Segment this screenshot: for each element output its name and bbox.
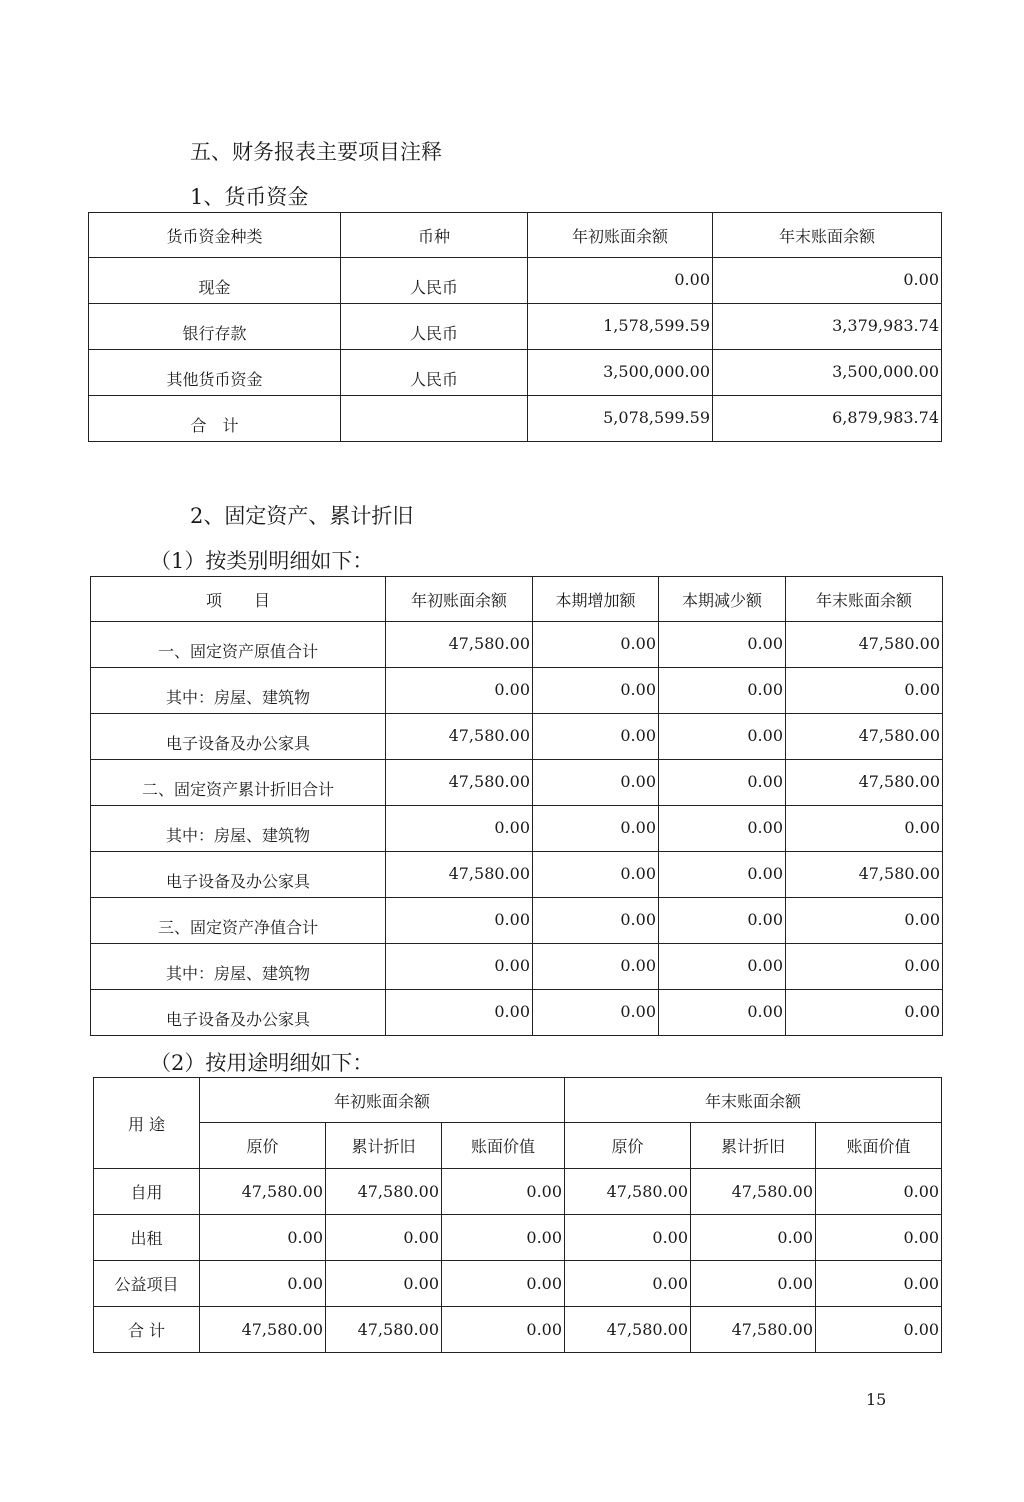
value-cell: 0.00 bbox=[528, 258, 713, 304]
currency-cell: 人民币 bbox=[341, 304, 528, 350]
table-row bbox=[91, 622, 943, 668]
cash-table bbox=[88, 212, 942, 442]
value-cell: 0.00 bbox=[386, 806, 533, 852]
value-cell: 0.00 bbox=[659, 898, 786, 944]
value-cell: 0.00 bbox=[816, 1215, 942, 1261]
value-cell: 0.00 bbox=[533, 668, 659, 714]
value-cell: 0.00 bbox=[442, 1215, 565, 1261]
row-label: 出租 bbox=[94, 1215, 200, 1261]
value-cell: 47,580.00 bbox=[386, 760, 533, 806]
value-cell: 0.00 bbox=[565, 1215, 691, 1261]
value-cell: 0.00 bbox=[786, 990, 943, 1036]
value-cell: 0.00 bbox=[691, 1261, 816, 1307]
value-cell: 47,580.00 bbox=[326, 1307, 442, 1353]
column-header: 年初账面余额 bbox=[386, 577, 533, 622]
value-cell: 0.00 bbox=[442, 1307, 565, 1353]
value-cell: 0.00 bbox=[442, 1169, 565, 1215]
column-header: 原价 bbox=[200, 1123, 326, 1169]
group-header-begin: 年初账面余额 bbox=[200, 1078, 565, 1123]
value-cell: 0.00 bbox=[786, 806, 943, 852]
column-header: 累计折旧 bbox=[326, 1123, 442, 1169]
value-cell: 3,500,000.00 bbox=[713, 350, 942, 396]
value-cell: 0.00 bbox=[386, 668, 533, 714]
table-row bbox=[91, 852, 943, 898]
value-cell: 0.00 bbox=[533, 944, 659, 990]
table-row bbox=[91, 714, 943, 760]
value-cell: 0.00 bbox=[533, 760, 659, 806]
value-cell: 0.00 bbox=[786, 944, 943, 990]
table-row bbox=[94, 1169, 942, 1215]
value-cell: 0.00 bbox=[816, 1261, 942, 1307]
value-cell: 0.00 bbox=[533, 898, 659, 944]
value-cell: 47,580.00 bbox=[200, 1169, 326, 1215]
column-header: 币种 bbox=[341, 213, 528, 258]
value-cell: 0.00 bbox=[200, 1215, 326, 1261]
value-cell: 47,580.00 bbox=[691, 1307, 816, 1353]
column-header: 年末账面余额 bbox=[713, 213, 942, 258]
cash-title: 1、货币资金 bbox=[190, 185, 309, 209]
table-row bbox=[91, 806, 943, 852]
value-cell: 47,580.00 bbox=[200, 1307, 326, 1353]
value-cell: 0.00 bbox=[659, 852, 786, 898]
row-label: 公益项目 bbox=[94, 1261, 200, 1307]
value-cell: 0.00 bbox=[533, 806, 659, 852]
table-row bbox=[89, 258, 942, 304]
fixed-assets-title: 2、固定资产、累计折旧 bbox=[190, 504, 414, 528]
value-cell: 0.00 bbox=[691, 1215, 816, 1261]
row-label: 现金 bbox=[89, 258, 341, 304]
value-cell: 0.00 bbox=[659, 990, 786, 1036]
value-cell: 0.00 bbox=[533, 990, 659, 1036]
value-cell: 0.00 bbox=[659, 760, 786, 806]
row-label: 三、固定资产净值合计 bbox=[91, 898, 386, 944]
group-header-row bbox=[94, 1078, 942, 1123]
value-cell: 0.00 bbox=[326, 1261, 442, 1307]
group-header-end: 年末账面余额 bbox=[565, 1078, 942, 1123]
value-cell: 0.00 bbox=[659, 714, 786, 760]
column-header: 本期减少额 bbox=[659, 577, 786, 622]
row-label: 合 计 bbox=[89, 396, 341, 442]
value-cell: 47,580.00 bbox=[691, 1169, 816, 1215]
table-row bbox=[89, 304, 942, 350]
currency-cell bbox=[341, 396, 528, 442]
column-header: 原价 bbox=[565, 1123, 691, 1169]
table-row bbox=[94, 1215, 942, 1261]
value-cell: 47,580.00 bbox=[786, 760, 943, 806]
value-cell: 0.00 bbox=[533, 622, 659, 668]
value-cell: 0.00 bbox=[386, 944, 533, 990]
value-cell: 47,580.00 bbox=[565, 1307, 691, 1353]
row-label: 电子设备及办公家具 bbox=[91, 990, 386, 1036]
row-label: 其中：房屋、建筑物 bbox=[91, 944, 386, 990]
column-header: 项 目 bbox=[91, 577, 386, 622]
table-row bbox=[91, 668, 943, 714]
row-label: 其中：房屋、建筑物 bbox=[91, 806, 386, 852]
value-cell: 6,879,983.74 bbox=[713, 396, 942, 442]
table-header-row bbox=[91, 577, 943, 622]
value-cell: 0.00 bbox=[786, 668, 943, 714]
table-row bbox=[91, 760, 943, 806]
value-cell: 0.00 bbox=[713, 258, 942, 304]
value-cell: 47,580.00 bbox=[386, 714, 533, 760]
value-cell: 0.00 bbox=[326, 1215, 442, 1261]
value-cell: 0.00 bbox=[659, 806, 786, 852]
currency-cell: 人民币 bbox=[341, 258, 528, 304]
table-row bbox=[89, 350, 942, 396]
column-header: 年末账面余额 bbox=[786, 577, 943, 622]
value-cell: 0.00 bbox=[816, 1307, 942, 1353]
value-cell: 0.00 bbox=[386, 990, 533, 1036]
value-cell: 0.00 bbox=[533, 852, 659, 898]
column-header: 账面价值 bbox=[442, 1123, 565, 1169]
row-label: 电子设备及办公家具 bbox=[91, 852, 386, 898]
value-cell: 3,500,000.00 bbox=[528, 350, 713, 396]
fixed-assets-usage-table bbox=[93, 1077, 942, 1353]
value-cell: 0.00 bbox=[659, 944, 786, 990]
value-cell: 47,580.00 bbox=[565, 1169, 691, 1215]
value-cell: 1,578,599.59 bbox=[528, 304, 713, 350]
row-label: 电子设备及办公家具 bbox=[91, 714, 386, 760]
table-row bbox=[94, 1307, 942, 1353]
value-cell: 47,580.00 bbox=[786, 852, 943, 898]
table-row bbox=[94, 1261, 942, 1307]
usage-column-header: 用 途 bbox=[94, 1078, 200, 1169]
currency-cell: 人民币 bbox=[341, 350, 528, 396]
row-label: 一、固定资产原值合计 bbox=[91, 622, 386, 668]
value-cell: 0.00 bbox=[659, 622, 786, 668]
value-cell: 0.00 bbox=[659, 668, 786, 714]
value-cell: 47,580.00 bbox=[386, 622, 533, 668]
table-row bbox=[91, 898, 943, 944]
value-cell: 47,580.00 bbox=[326, 1169, 442, 1215]
value-cell: 0.00 bbox=[816, 1169, 942, 1215]
value-cell: 47,580.00 bbox=[386, 852, 533, 898]
column-header: 年初账面余额 bbox=[528, 213, 713, 258]
value-cell: 0.00 bbox=[565, 1261, 691, 1307]
column-header: 本期增加额 bbox=[533, 577, 659, 622]
table-row bbox=[89, 396, 942, 442]
column-header: 账面价值 bbox=[816, 1123, 942, 1169]
value-cell: 0.00 bbox=[533, 714, 659, 760]
sub-header-row bbox=[94, 1123, 942, 1169]
value-cell: 47,580.00 bbox=[786, 714, 943, 760]
row-label: 其中：房屋、建筑物 bbox=[91, 668, 386, 714]
value-cell: 0.00 bbox=[442, 1261, 565, 1307]
row-label: 银行存款 bbox=[89, 304, 341, 350]
value-cell: 3,379,983.74 bbox=[713, 304, 942, 350]
table-row bbox=[91, 990, 943, 1036]
by-category-subtitle: （1）按类别明细如下： bbox=[150, 549, 374, 573]
column-header: 货币资金种类 bbox=[89, 213, 341, 258]
table-header-row bbox=[89, 213, 942, 258]
section-title: 五、财务报表主要项目注释 bbox=[190, 140, 442, 164]
fixed-assets-category-table bbox=[90, 576, 943, 1036]
row-label: 自用 bbox=[94, 1169, 200, 1215]
row-label: 合 计 bbox=[94, 1307, 200, 1353]
row-label: 其他货币资金 bbox=[89, 350, 341, 396]
value-cell: 5,078,599.59 bbox=[528, 396, 713, 442]
table-row bbox=[91, 944, 943, 990]
value-cell: 0.00 bbox=[786, 898, 943, 944]
by-usage-subtitle: （2）按用途明细如下： bbox=[150, 1051, 374, 1075]
value-cell: 47,580.00 bbox=[786, 622, 943, 668]
row-label: 二、固定资产累计折旧合计 bbox=[91, 760, 386, 806]
value-cell: 0.00 bbox=[386, 898, 533, 944]
value-cell: 0.00 bbox=[200, 1261, 326, 1307]
column-header: 累计折旧 bbox=[691, 1123, 816, 1169]
page-number: 15 bbox=[866, 1390, 887, 1409]
